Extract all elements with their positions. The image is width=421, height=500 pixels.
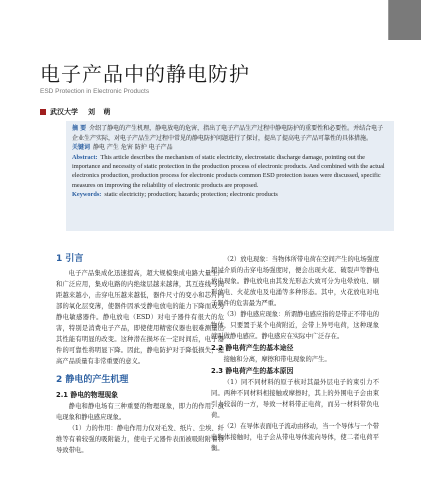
abstract-en-label: Abstract:	[72, 153, 98, 161]
section-2-1-item-2: （2）放电现象：当物体所带电荷在空间产生的电场强度超过介质的击穿电场强度时，便会出现火花、破裂声等静电放电现象。静电放电由其发光形态大致可分为电晕放电、刷形放电、火花放电及电涌等多种形态。其中，火花放电对电子器件的危害最为严重。	[211, 256, 379, 307]
abstract-en-text: This article describes the mechanism of static electricity, electrostatic discharge damage, pointing out the importance and necessity of static protection in the production process of electronic products. And combined with the actual electronics production, production process for electronic products common ESD protection issues were discussed, specific measures on improving the reliability of electronic products are proposed.	[72, 153, 385, 189]
section-2-heading: 2 静电的产生机理	[56, 375, 129, 385]
author-line	[40, 107, 113, 117]
body-column-right	[211, 254, 379, 454]
section-2-3-item-2: （2）在导体表面电子流动由移动，当一个导体与一个带电物体接触时，电子会从带电导体流向导体，使二者电荷平衡。	[211, 423, 379, 452]
keywords-en-text: static electricity; production; hazards; protection; electronic products	[104, 190, 278, 198]
article-title: 电子产品中的静电防护	[40, 62, 250, 86]
section-1-paragraph: 电子产品集成化迅速提高，超大规模集成电路大量生产和广泛应用，集成电路的内绝缘层越来越薄，其互连线与间距越来越小，击穿电压越来越低，器件尺寸的变小和芯片内部的氧化层变薄，使器件因承受静电放电的能力下降而成为静电敏感器件。静电放电（ESD）对电子器件有很大的危害，特别是消费电子产品，即使使用精密仪器也很难测量出其性能有明显的改变。这种潜在损坏在一定时间后，电子器件的可靠性将明显下降。因此，静电防护对于降低损失，提高产品质量有非常重要的意义。	[56, 270, 224, 365]
keywords-cn	[72, 143, 388, 153]
section-2-3-item-1: （1）同不同材料的原子核对其最外层电子的束引力不同。两种不同材料相接触或摩擦时，其上的外围电子会由束引力较弱的一方，导致一材料带正电荷，而另一材料带负电荷。	[211, 379, 379, 419]
section-2-1-item-3: （3）静电感应现象：所谓静电感应指的是带正不带电的物体，只要置于某个电荷附近，会带上异号电荷，这种现象就叫做静电感应。静电感应在实际中广泛存在。	[211, 311, 379, 340]
article-title-en: ESD Protection in Electronic Products	[40, 88, 150, 95]
author-name: 刘 萌	[88, 108, 114, 116]
square-bullet-icon	[40, 109, 46, 115]
section-2-2-paragraph: 接触和分离，摩擦和带电现象的产生。	[223, 356, 331, 363]
keywords-en-label: Keywords:	[72, 190, 102, 198]
author-affiliation: 武汉大学	[50, 108, 78, 116]
keywords-en	[72, 190, 388, 199]
section-2-1-paragraph: 静电和静电场有三种重要的物理现象，即力的作用、放电现象和静电感应现象。	[56, 403, 224, 421]
abstract-cn-label: 摘 要	[72, 125, 87, 132]
page-edge-tab	[389, 0, 421, 40]
body-column-left	[56, 252, 224, 456]
keywords-cn-text: 静电 产生 危害 防护 电子产品	[93, 144, 173, 152]
section-2-1-heading: 2.1 静电的物理现象	[56, 391, 118, 399]
section-2-3-heading: 2.3 静电荷产生的基本原因	[211, 367, 294, 375]
keywords-cn-label: 关键词	[72, 144, 91, 152]
abstract-cn-text: 介绍了静电的产生机理，静电放电的危害，指出了电子产品生产过程中静电防护的重要性和必要性。并结合电子企业生产实际，对电子产品生产过程中常见的静电防护问题进行了探讨，提出了提高电子产品可靠性的具体措施。	[72, 125, 384, 142]
section-1-heading: 1 引言	[56, 254, 84, 264]
abstract-en	[72, 153, 388, 190]
section-2-1-item-1: （1）力的作用：静电作用力仅对毛发、纸片、尘埃、纤维等有着较强的吸附能力，使电子元器件表面被吸附附着物导致带电。	[56, 425, 224, 454]
section-2-2-heading: 2.2 静电荷产生的基本途径	[211, 344, 294, 352]
abstract-cn	[72, 124, 388, 143]
abstract-box	[66, 121, 394, 231]
